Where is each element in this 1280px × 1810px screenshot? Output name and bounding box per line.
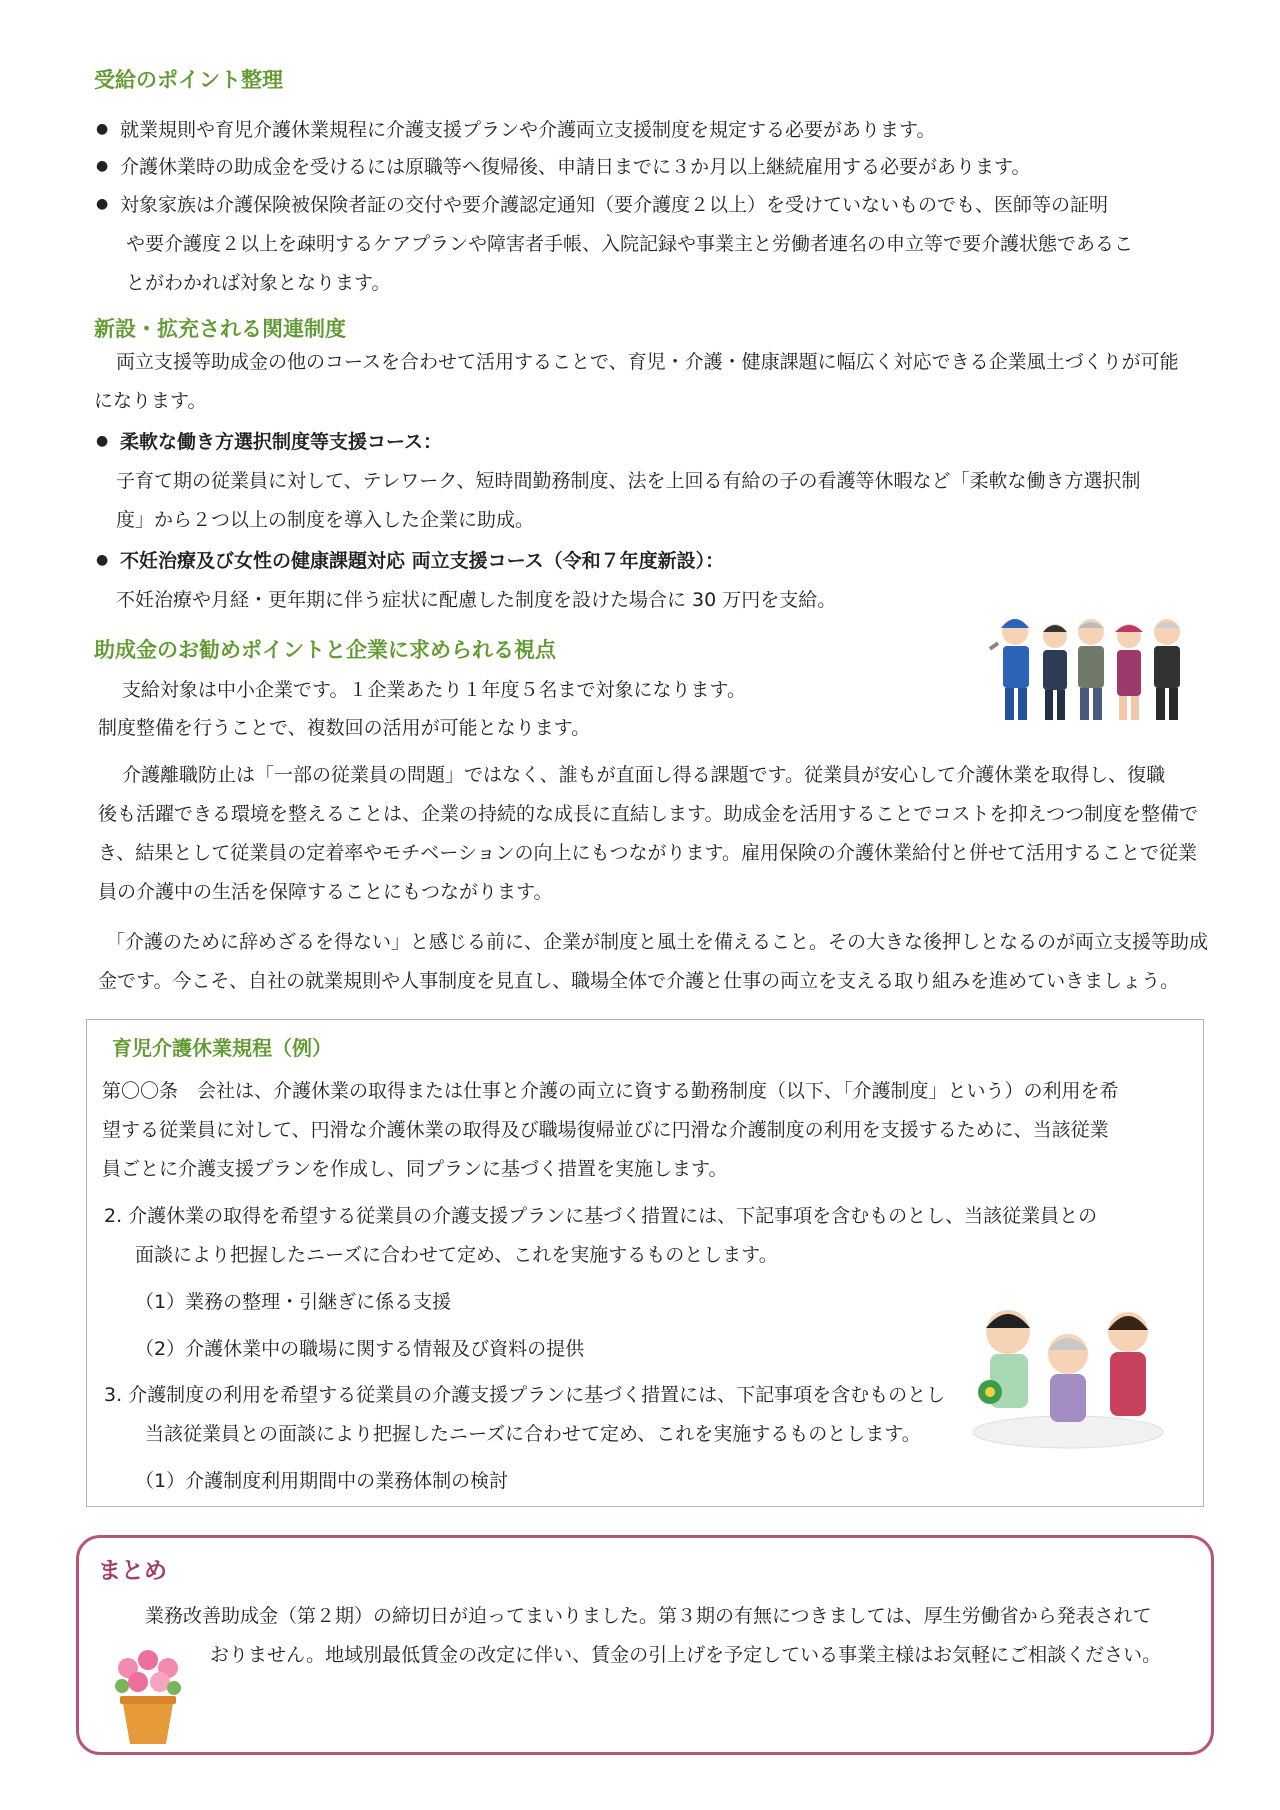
bullet-icon: ●: [96, 433, 109, 449]
bullet-text: 介護休業時の助成金を受けるには原職等へ復帰後、申請日までに３か月以上継続雇用する必要があります。: [120, 156, 1031, 178]
course-title: 柔軟な働き方選択制度等支援コース：: [120, 431, 443, 453]
paragraph-text: 「介護のために辞めざるを得ない」と感じる前に、企業が制度と風土を備えること。その大きな後押しとなるのが両立支援等助成: [106, 931, 1209, 953]
bullet-icon: ●: [96, 552, 109, 568]
paragraph-text: 後も活躍できる環境を整えることは、企業の持続的な成長に直結します。助成金を活用することでコストを抑えつつ制度を整備で: [98, 803, 1199, 825]
flower-pot-icon: [108, 1648, 188, 1748]
article-item: 3. 介護制度の利用を希望する従業員の介護支援プランに基づく措置には、下記事項を含むものとし: [104, 1384, 946, 1406]
course-text: 不妊治療や月経・更年期に伴う症状に配慮した制度を設けた場合に 30 万円を支給。: [116, 589, 837, 611]
course-text: 子育て期の従業員に対して、テレワーク、短時間勤務制度、法を上回る有給の子の看護等休暇など「柔軟な働き方選択制: [116, 470, 1141, 492]
article-item: 面談により把握したニーズに合わせて定め、これを実施するものとします。: [135, 1244, 778, 1266]
paragraph-text: 制度整備を行うことで、複数回の活用が可能となります。: [98, 717, 591, 739]
workers-illustration-icon: [985, 600, 1195, 730]
section-title-related-systems: 新設・拡充される関連制度: [94, 317, 346, 341]
bullet-icon: ●: [96, 121, 109, 137]
article-item: 当該従業員との面談により把握したニーズに合わせて定め、これを実施するものとします。: [145, 1423, 921, 1445]
paragraph-text: になります。: [94, 390, 207, 412]
article-text: 員ごとに介護支援プランを作成し、同プランに基づく措置を実施します。: [102, 1158, 728, 1180]
summary-text: おりません。地域別最低賃金の改定に伴い、賃金の引上げを予定している事業主様はお気軽にご相談ください。: [210, 1644, 1162, 1666]
bullet-text: 対象家族は介護保険被保険者証の交付や要介護認定通知（要介護度２以上）を受けていないものでも、医師等の証明: [120, 194, 1109, 216]
paragraph-text: き、結果として従業員の定着率やモチベーションの向上にもつながります。雇用保険の介護休業給付と併せて活用することで従業: [98, 842, 1197, 864]
course-text: 度」から２つ以上の制度を導入した企業に助成。: [116, 509, 535, 531]
article-text: 第〇〇条 会社は、介護休業の取得または仕事と介護の両立に資する勤務制度（以下、「介護制度」という）の利用を希: [102, 1080, 1119, 1102]
section-title-benefit-points: 受給のポイント整理: [94, 68, 283, 92]
article-subitem: （2）介護休業中の職場に関する情報及び資料の提供: [135, 1338, 585, 1360]
article-subitem: （1）介護制度利用期間中の業務体制の検討: [135, 1470, 509, 1492]
article-subitem: （1）業務の整理・引継ぎに係る支援: [135, 1291, 452, 1313]
paragraph-text: 支給対象は中小企業です。１企業あたり１年度５名まで対象になります。: [122, 679, 746, 701]
summary-text: 業務改善助成金（第２期）の締切日が迫ってまいりました。第３期の有無につきましては、厚生労働省から発表されて: [145, 1605, 1152, 1627]
paragraph-text: 両立支援等助成金の他のコースを合わせて活用することで、育児・介護・健康課題に幅広く対応できる企業風土づくりが可能: [116, 351, 1179, 373]
bullet-text: 就業規則や育児介護休業規程に介護支援プランや介護両立支援制度を規定する必要があります。: [120, 119, 936, 141]
article-text: 望する従業員に対して、円滑な介護休業の取得及び職場復帰並びに円滑な介護制度の利用を支援するために、当該従業: [102, 1119, 1109, 1141]
bullet-text: や要介護度２以上を疎明するケアプランや障害者手帳、入院記録や事業主と労働者連名の申立等で要介護状態であるこ: [126, 233, 1134, 255]
paragraph-text: 員の介護中の生活を保障することにもつながります。: [98, 881, 553, 903]
summary-title: まとめ: [98, 1558, 167, 1584]
caregivers-illustration-icon: [968, 1292, 1168, 1452]
bullet-icon: ●: [96, 158, 109, 174]
bullet-text: とがわかれば対象となります。: [126, 272, 391, 294]
example-title: 育児介護休業規程（例）: [112, 1036, 332, 1060]
paragraph-text: 介護離職防止は「一部の従業員の問題」ではなく、誰もが直面し得る課題です。従業員が安心して介護休業を取得し、復職: [122, 764, 1166, 786]
paragraph-text: 金です。今こそ、自社の就業規則や人事制度を見直し、職場全体で介護と仕事の両立を支える取り組みを進めていきましょう。: [98, 970, 1180, 992]
section-title-recommendation: 助成金のお勧めポイントと企業に求められる視点: [94, 638, 556, 662]
bullet-icon: ●: [96, 196, 109, 212]
article-item: 2. 介護休業の取得を希望する従業員の介護支援プランに基づく措置には、下記事項を含むものとし、当該従業員との: [104, 1205, 1098, 1227]
course-title: 不妊治療及び女性の健康課題対応 両立支援コース（令和７年度新設）：: [120, 550, 725, 572]
